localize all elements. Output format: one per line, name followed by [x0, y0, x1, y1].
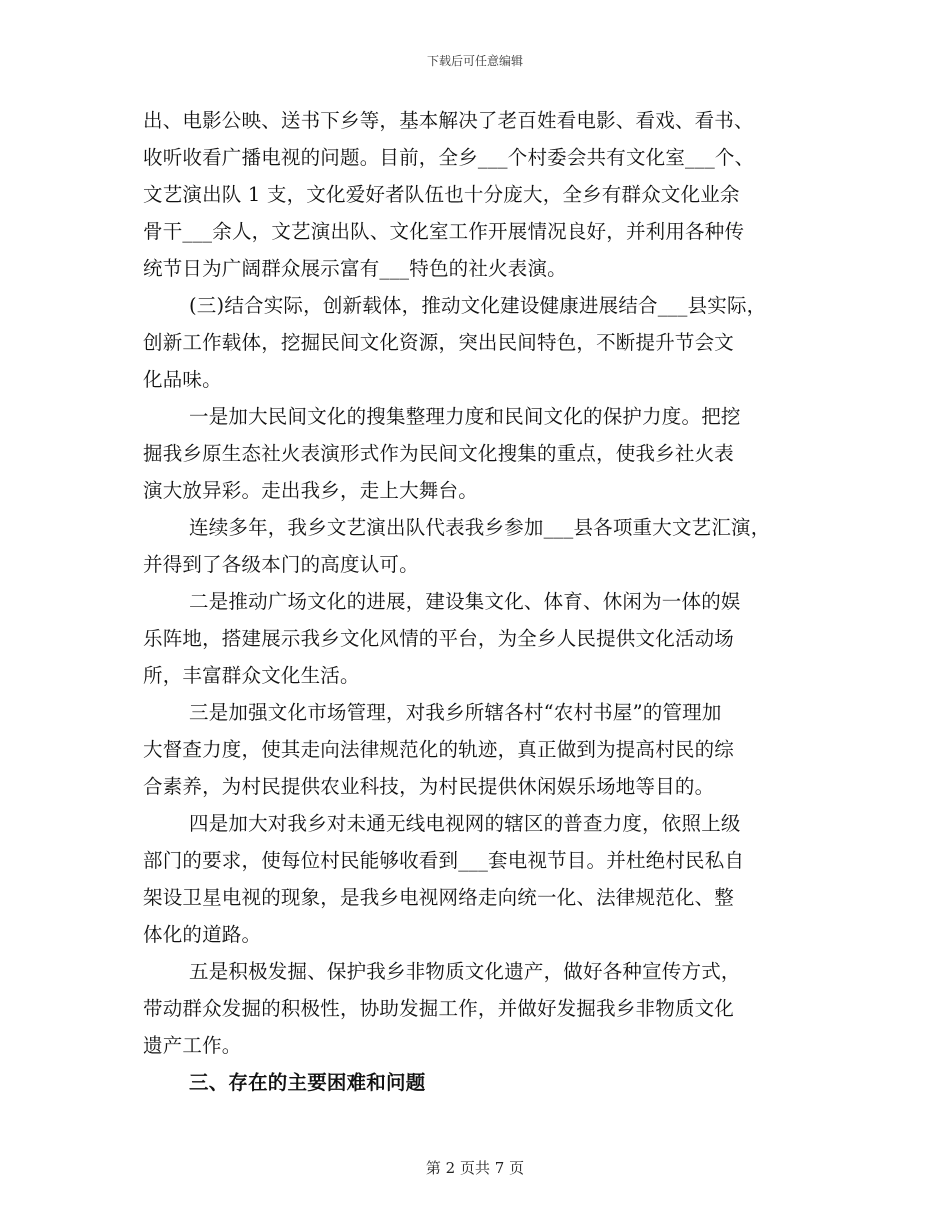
text-line: 部门的要求，使每位村民能够收看到___套电视节目。并杜绝村民私自: [143, 849, 745, 872]
text-line: 大督查力度，使其走向法律规范化的轨迹，真正做到为提高村民的综: [143, 738, 735, 761]
page-header: 下载后可任意编辑: [426, 54, 523, 68]
text-line: 遗产工作。: [143, 1034, 242, 1057]
text-line: 演大放异彩。走出我乡，走上大舞台。: [143, 479, 478, 502]
text-line: 乐阵地，搭建展示我乡文化风情的平台，为全乡人民提供文化活动场: [143, 627, 735, 650]
text-line: 合素养，为村民提供农业科技，为村民提供休闲娱乐场地等目的。: [143, 775, 715, 798]
text-line: 化品味。: [143, 368, 222, 391]
text-line: 五是积极发掘、保护我乡非物质文化遗产，做好各种宣传方式，: [189, 960, 741, 983]
text-line: 四是加大对我乡对未通无线电视网的辖区的普查力度，依照上级: [189, 812, 741, 835]
page-footer: 第 2 页共 7 页: [425, 1159, 525, 1177]
text-line: 架设卫星电视的现象，是我乡电视网络走向统一化、法律规范化、整: [143, 886, 735, 909]
text-line: 并得到了各级本门的高度认可。: [143, 553, 419, 576]
text-line: (三)结合实际，创新载体，推动文化建设健康进展结合___县实际，: [189, 294, 767, 317]
text-line: 掘我乡原生态社火表演形式作为民间文化搜集的重点，使我乡社火表: [143, 442, 735, 465]
document-body: [143, 102, 833, 1101]
text-line: 收听收看广播电视的问题。目前，全乡___个村委会共有文化室___个、: [143, 146, 755, 169]
text-line: 体化的道路。: [143, 923, 262, 946]
text-line: 创新工作载体，挖掘民间文化资源，突出民间特色，不断提升节会文: [143, 331, 735, 354]
text-line: 所，丰富群众文化生活。: [143, 664, 360, 687]
text-line: 三是加强文化市场管理，对我乡所辖各村“农村书屋”的管理加: [189, 701, 722, 724]
text-line: 一是加大民间文化的搜集整理力度和民间文化的保护力度。把挖: [189, 405, 741, 428]
text-line: 文艺演出队 1 支，文化爱好者队伍也十分庞大，全乡有群众文化业余: [143, 183, 740, 206]
text-line: 二是推动广场文化的进展，建设集文化、体育、休闲为一体的娱: [189, 590, 741, 613]
text-line: 统节日为广阔群众展示富有___特色的社火表演。: [143, 257, 567, 280]
text-line: 骨干___余人，文艺演出队、文化室工作开展情况良好，并利用各种传: [143, 220, 745, 243]
text-line: 出、电影公映、送书下乡等，基本解决了老百姓看电影、看戏、看书、: [143, 109, 754, 132]
text-line: 带动群众发掘的积极性，协助发掘工作，并做好发掘我乡非物质文化: [143, 997, 735, 1020]
text-line: 连续多年，我乡文艺演出队代表我乡参加___县各项重大文艺汇演，: [189, 516, 771, 539]
section-heading: 三、存在的主要困难和问题: [189, 1071, 426, 1094]
